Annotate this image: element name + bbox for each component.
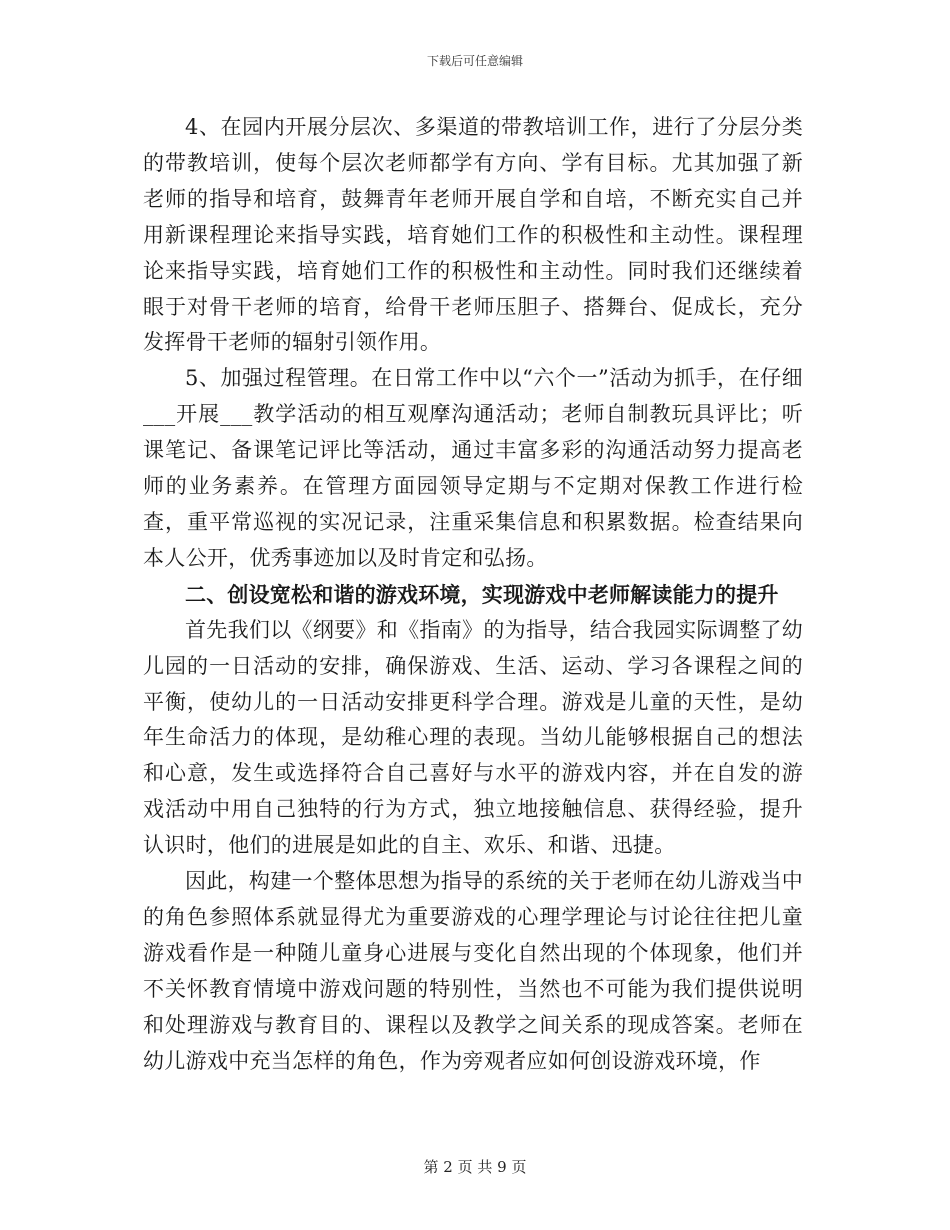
document-body [143, 110, 803, 1079]
paragraph-item-5: 5、加强过程管理。在日常工作中以“六个一”活动为抓手，在仔细___开展___教学活动的相互观摩沟通活动；老师自制教玩具评比；听课笔记、备课笔记评比等活动，通过丰富多彩的沟通活动努力提高老师的业务素养。在管理方面园领导定期与不定期对保教工作进行检查，重平常巡视的实况记录，注重采集信息和积累数据。检查结果向本人公开，优秀事迹加以及时肯定和弘扬。 [143, 366, 803, 570]
paragraph-item-4: 4、在园内开展分层次、多渠道的带教培训工作，进行了分层分类的带教培训，使每个层次老师都学有方向、学有目标。尤其加强了新老师的指导和培育，鼓舞青年老师开展自学和自培，不断充实自己并用新课程理论来指导实践，培育她们工作的积极性和主动性。课程理论来指导实践，培育她们工作的积极性和主动性。同时我们还继续着眼于对骨干老师的培育，给骨干老师压胆子、搭舞台、促成长，充分发挥骨干老师的辐射引领作用。 [143, 115, 803, 355]
section-heading: 二、创设宽松和谐的游戏环境，实现游戏中老师解读能力的提升 [185, 581, 779, 607]
page-header-note: 下载后可任意编辑 [426, 54, 523, 68]
paragraph-first: 首先我们以《纲要》和《指南》的为指导，结合我园实际调整了幼儿园的一日活动的安排，确保游戏、生活、运动、学习各课程之间的平衡，使幼儿的一日活动安排更科学合理。游戏是儿童的天性，是幼年生命活力的体现，是幼稚心理的表现。当幼儿能够根据自己的想法和心意，发生或选择符合自己喜好与水平的游戏内容，并在自发的游戏活动中用自己独特的行为方式，独立地接触信息、获得经验，提升认识时，他们的进展是如此的自主、欢乐、和谐、迅捷。 [143, 617, 803, 858]
page-number-footer: 第 2 页 共 9 页 [423, 1158, 527, 1176]
paragraph-therefore: 因此，构建一个整体思想为指导的系统的关于老师在幼儿游戏当中的角色参照体系就显得尤为重要游戏的心理学理论与讨论往往把儿童游戏看作是一种随儿童身心进展与变化自然出现的个体现象，他们并不关怀教育情境中游戏问题的特别性，当然也不可能为我们提供说明和处理游戏与教育目的、课程以及教学之间关系的现成答案。老师在幼儿游戏中充当怎样的角色，作为旁观者应如何创设游戏环境，作 [143, 869, 803, 1073]
